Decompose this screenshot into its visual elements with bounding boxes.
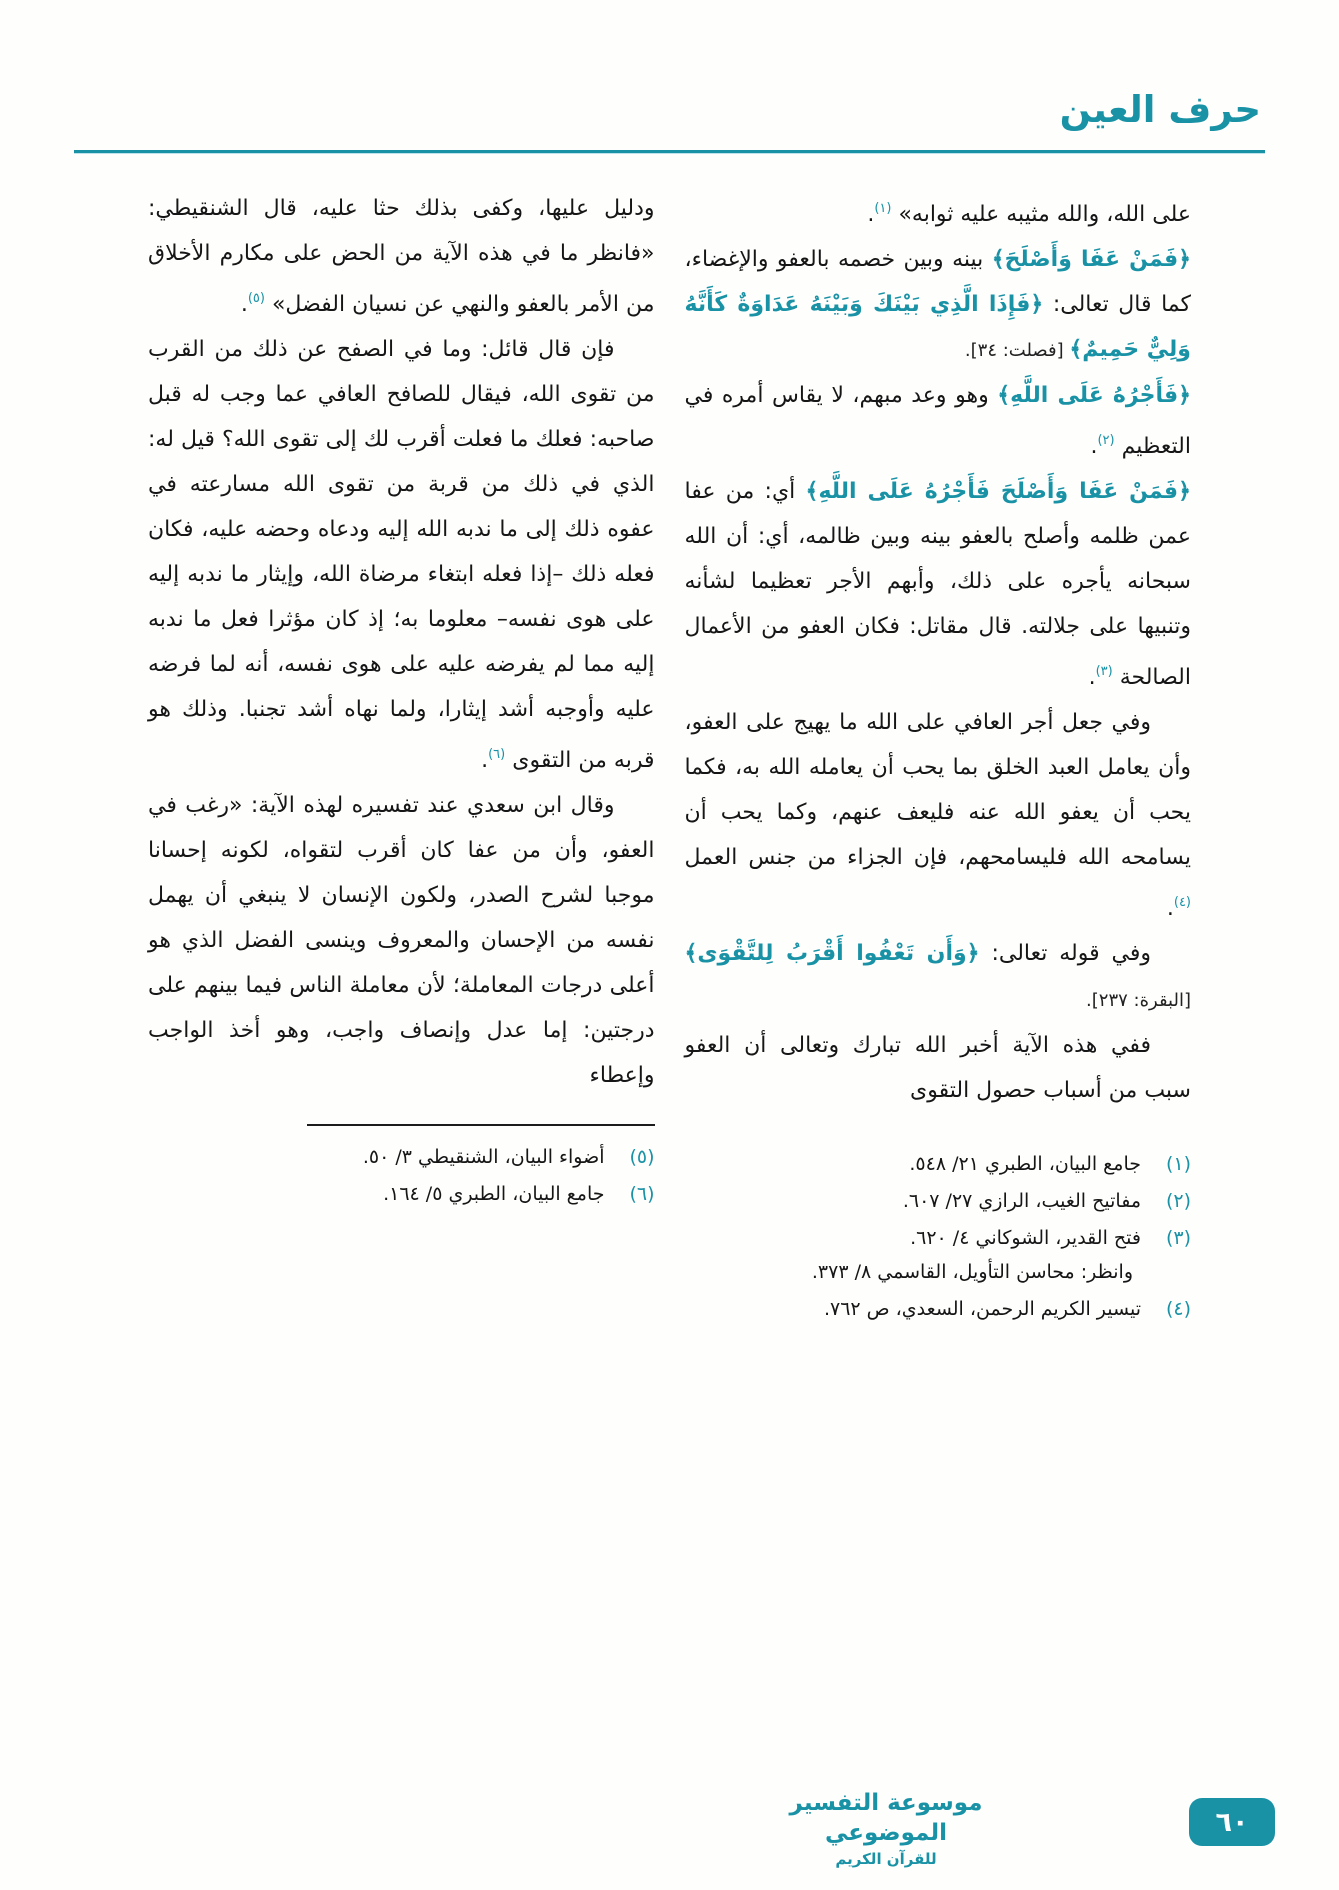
body-text: . bbox=[240, 292, 248, 317]
footnote-ref: (٥) bbox=[247, 291, 265, 306]
body-text: وفي قوله تعالى: bbox=[979, 941, 1151, 966]
quran-verse: ﴿فَإِذَا الَّذِي بَيْنَكَ وَبَيْنَهُ عَدَاوَةٌ كَأَنَّهُ وَلِيٌّ حَمِيمٌ﴾ bbox=[684, 292, 1191, 362]
paragraph bbox=[685, 469, 1192, 700]
verse-citation: [فصلت: ٣٤]. bbox=[964, 340, 1070, 361]
footnote-ref: (٤) bbox=[1173, 895, 1191, 910]
footnote-item bbox=[685, 1147, 1192, 1181]
right-column-body bbox=[685, 186, 1192, 1113]
body-text: على الله، والله مثيبه عليه ثوابه» bbox=[891, 202, 1191, 227]
body-text: ودليل عليها، وكفى بذلك حثا عليه، قال الشنقيطي: «فانظر ما في هذه الآية من الحض على مكارم الأخلاق من الأمر بالعفو والنهي عن نسيان الفضل» bbox=[148, 196, 655, 317]
logo-title: موسوعة التفسير الموضوعي bbox=[789, 1790, 983, 1846]
paragraph bbox=[148, 783, 655, 1098]
footnote-text: أضواء البيان، الشنقيطي ٣/ ٥٠. bbox=[362, 1146, 605, 1168]
footnote-number: (٣) bbox=[1165, 1227, 1191, 1249]
footnote-item bbox=[685, 1221, 1192, 1289]
verse-citation: [البقرة: ٢٣٧]. bbox=[1086, 990, 1191, 1011]
quran-verse: ﴿وَأَن تَعْفُوا أَقْرَبُ لِلتَّقْوَى﴾ bbox=[684, 941, 980, 966]
paragraph bbox=[685, 1023, 1192, 1113]
body-text: . bbox=[867, 202, 875, 227]
footnote-number: (٦) bbox=[629, 1183, 655, 1205]
left-column-body bbox=[148, 186, 655, 1098]
body-text: فإن قال قائل: وما في الصفح عن ذلك من القرب من تقوى الله، فيقال للصافح العافي عما وجب له قبل صاحبه: فعلك ما فعلت أقرب لك إلى تقوى الله؟ قيل له: الذي في ذلك من قربة من تقوى الله مسارعته في عفوه ذلك إلى ما ندبه الله إليه ودعاه وحضه عليه، فكان فعله ذلك –إذا فعله ابتغاء مرضاة الله، وإيثار ما ندبه إليه على هوى نفسه– معلوما به؛ إذ كان مؤثرا فعل ما ندبه إليه مما لم يفرضه عليه على هوى نفسه، أنه لما فرضه عليه وأوجبه أشد إيثارا، ولما نهاه أشد تجنبا. وذلك هو قربه من التقوى bbox=[148, 337, 655, 773]
paragraph bbox=[685, 700, 1192, 931]
footnote-ref: (٢) bbox=[1097, 433, 1115, 448]
quran-verse: ﴿فَأَجْرُهُ عَلَى اللَّهِ﴾ bbox=[997, 383, 1192, 408]
paragraph bbox=[685, 237, 1192, 373]
footnote-item bbox=[148, 1140, 655, 1174]
footnote-item bbox=[685, 1184, 1192, 1218]
paragraph bbox=[685, 373, 1192, 469]
left-column-footnotes bbox=[148, 1140, 655, 1211]
footnote-item bbox=[685, 1292, 1192, 1326]
logo-subtitle: للقرآن الكريم bbox=[835, 1850, 937, 1868]
body-text: وقال ابن سعدي عند تفسيره لهذه الآية: «رغب في العفو، وأن من عفا كان أقرب لتقواه، لكونه إحسانا موجبا لشرح الصدر، ولكون الإنسان لا ينبغي أن يهمل نفسه من الإحسان والمعروف وينسى الفضل الذي هو أعلى درجات المعاملة؛ لأن معاملة الناس فيما بينهم على درجتين: إما عدل وإنصاف واجب، وهو أخذ الواجب وإعطاء bbox=[148, 793, 655, 1088]
chapter-heading: حرف العين bbox=[1059, 88, 1261, 131]
body-text: . bbox=[481, 748, 489, 773]
body-text: أي: من عفا عمن ظلمه وأصلح بالعفو بينه وبين ظالمه، أي: أن الله سبحانه يأجره على ذلك، وأبهم الأجر تعظيما لشأنه وتنبيها على جلالته. قال مقاتل: فكان العفو من الأعمال الصالحة bbox=[684, 479, 1191, 690]
body-text: . bbox=[1090, 434, 1098, 459]
body-text: . bbox=[1166, 896, 1174, 921]
body-text: بينه وبين خصمه بالعفو والإغضاء، كما قال تعالى: bbox=[684, 247, 1191, 317]
right-column-footnotes bbox=[685, 1147, 1192, 1326]
footnote-ref: (١) bbox=[874, 201, 892, 216]
footnote-number: (٥) bbox=[629, 1146, 655, 1168]
paragraph bbox=[148, 327, 655, 783]
body-text: وهو وعد مبهم، لا يقاس أمره في التعظيم bbox=[684, 383, 1191, 459]
quran-verse: ﴿فَمَنْ عَفَا وَأَصْلَحَ فَأَجْرُهُ عَلَى اللَّهِ﴾ bbox=[805, 479, 1191, 504]
footnote-text: فتح القدير، الشوكاني ٤/ ٦٢٠. bbox=[910, 1227, 1141, 1249]
right-column bbox=[685, 186, 1192, 1329]
footnote-number: (١) bbox=[1165, 1153, 1191, 1175]
quran-verse: ﴿فَمَنْ عَفَا وَأَصْلَحَ﴾ bbox=[991, 247, 1191, 272]
publisher-logo bbox=[761, 1788, 1011, 1870]
body-text: . bbox=[1088, 665, 1096, 690]
footnote-ref: (٦) bbox=[488, 747, 506, 762]
paragraph bbox=[685, 186, 1192, 237]
body-text: وفي جعل أجر العافي على الله ما يهيج على العفو، وأن يعامل العبد الخلق بما يحب أن يعامله الله به، فكما يحب أن يعفو الله عنه فليعف عنهم، وكما يحب أن يسامحه الله فليسامحهم، فإن الجزاء من جنس العمل bbox=[684, 710, 1191, 870]
paragraph bbox=[148, 186, 655, 327]
footnote-text: مفاتيح الغيب، الرازي ٢٧/ ٦٠٧. bbox=[902, 1190, 1141, 1212]
footnote-text: تيسير الكريم الرحمن، السعدي، ص ٧٦٢. bbox=[823, 1298, 1141, 1320]
header-divider bbox=[74, 150, 1265, 154]
footnote-text: جامع البيان، الطبري ٥/ ١٦٤. bbox=[383, 1183, 605, 1205]
footnote-item bbox=[148, 1177, 655, 1211]
footnote-extra-text: وانظر: محاسن التأويل، القاسمي ٨/ ٣٧٣. bbox=[811, 1261, 1133, 1283]
page-number-badge: ٦٠ bbox=[1189, 1798, 1275, 1846]
footnote-number: (٤) bbox=[1165, 1298, 1191, 1320]
left-column bbox=[148, 186, 655, 1214]
footnote-number: (٢) bbox=[1165, 1190, 1191, 1212]
footnote-text: جامع البيان، الطبري ٢١/ ٥٤٨. bbox=[909, 1153, 1141, 1175]
body-text: ففي هذه الآية أخبر الله تبارك وتعالى أن العفو سبب من أسباب حصول التقوى bbox=[684, 1033, 1191, 1103]
footnote-divider bbox=[307, 1124, 655, 1126]
paragraph bbox=[685, 931, 1192, 1023]
footnote-ref: (٣) bbox=[1095, 664, 1113, 679]
content-columns bbox=[148, 186, 1191, 1329]
